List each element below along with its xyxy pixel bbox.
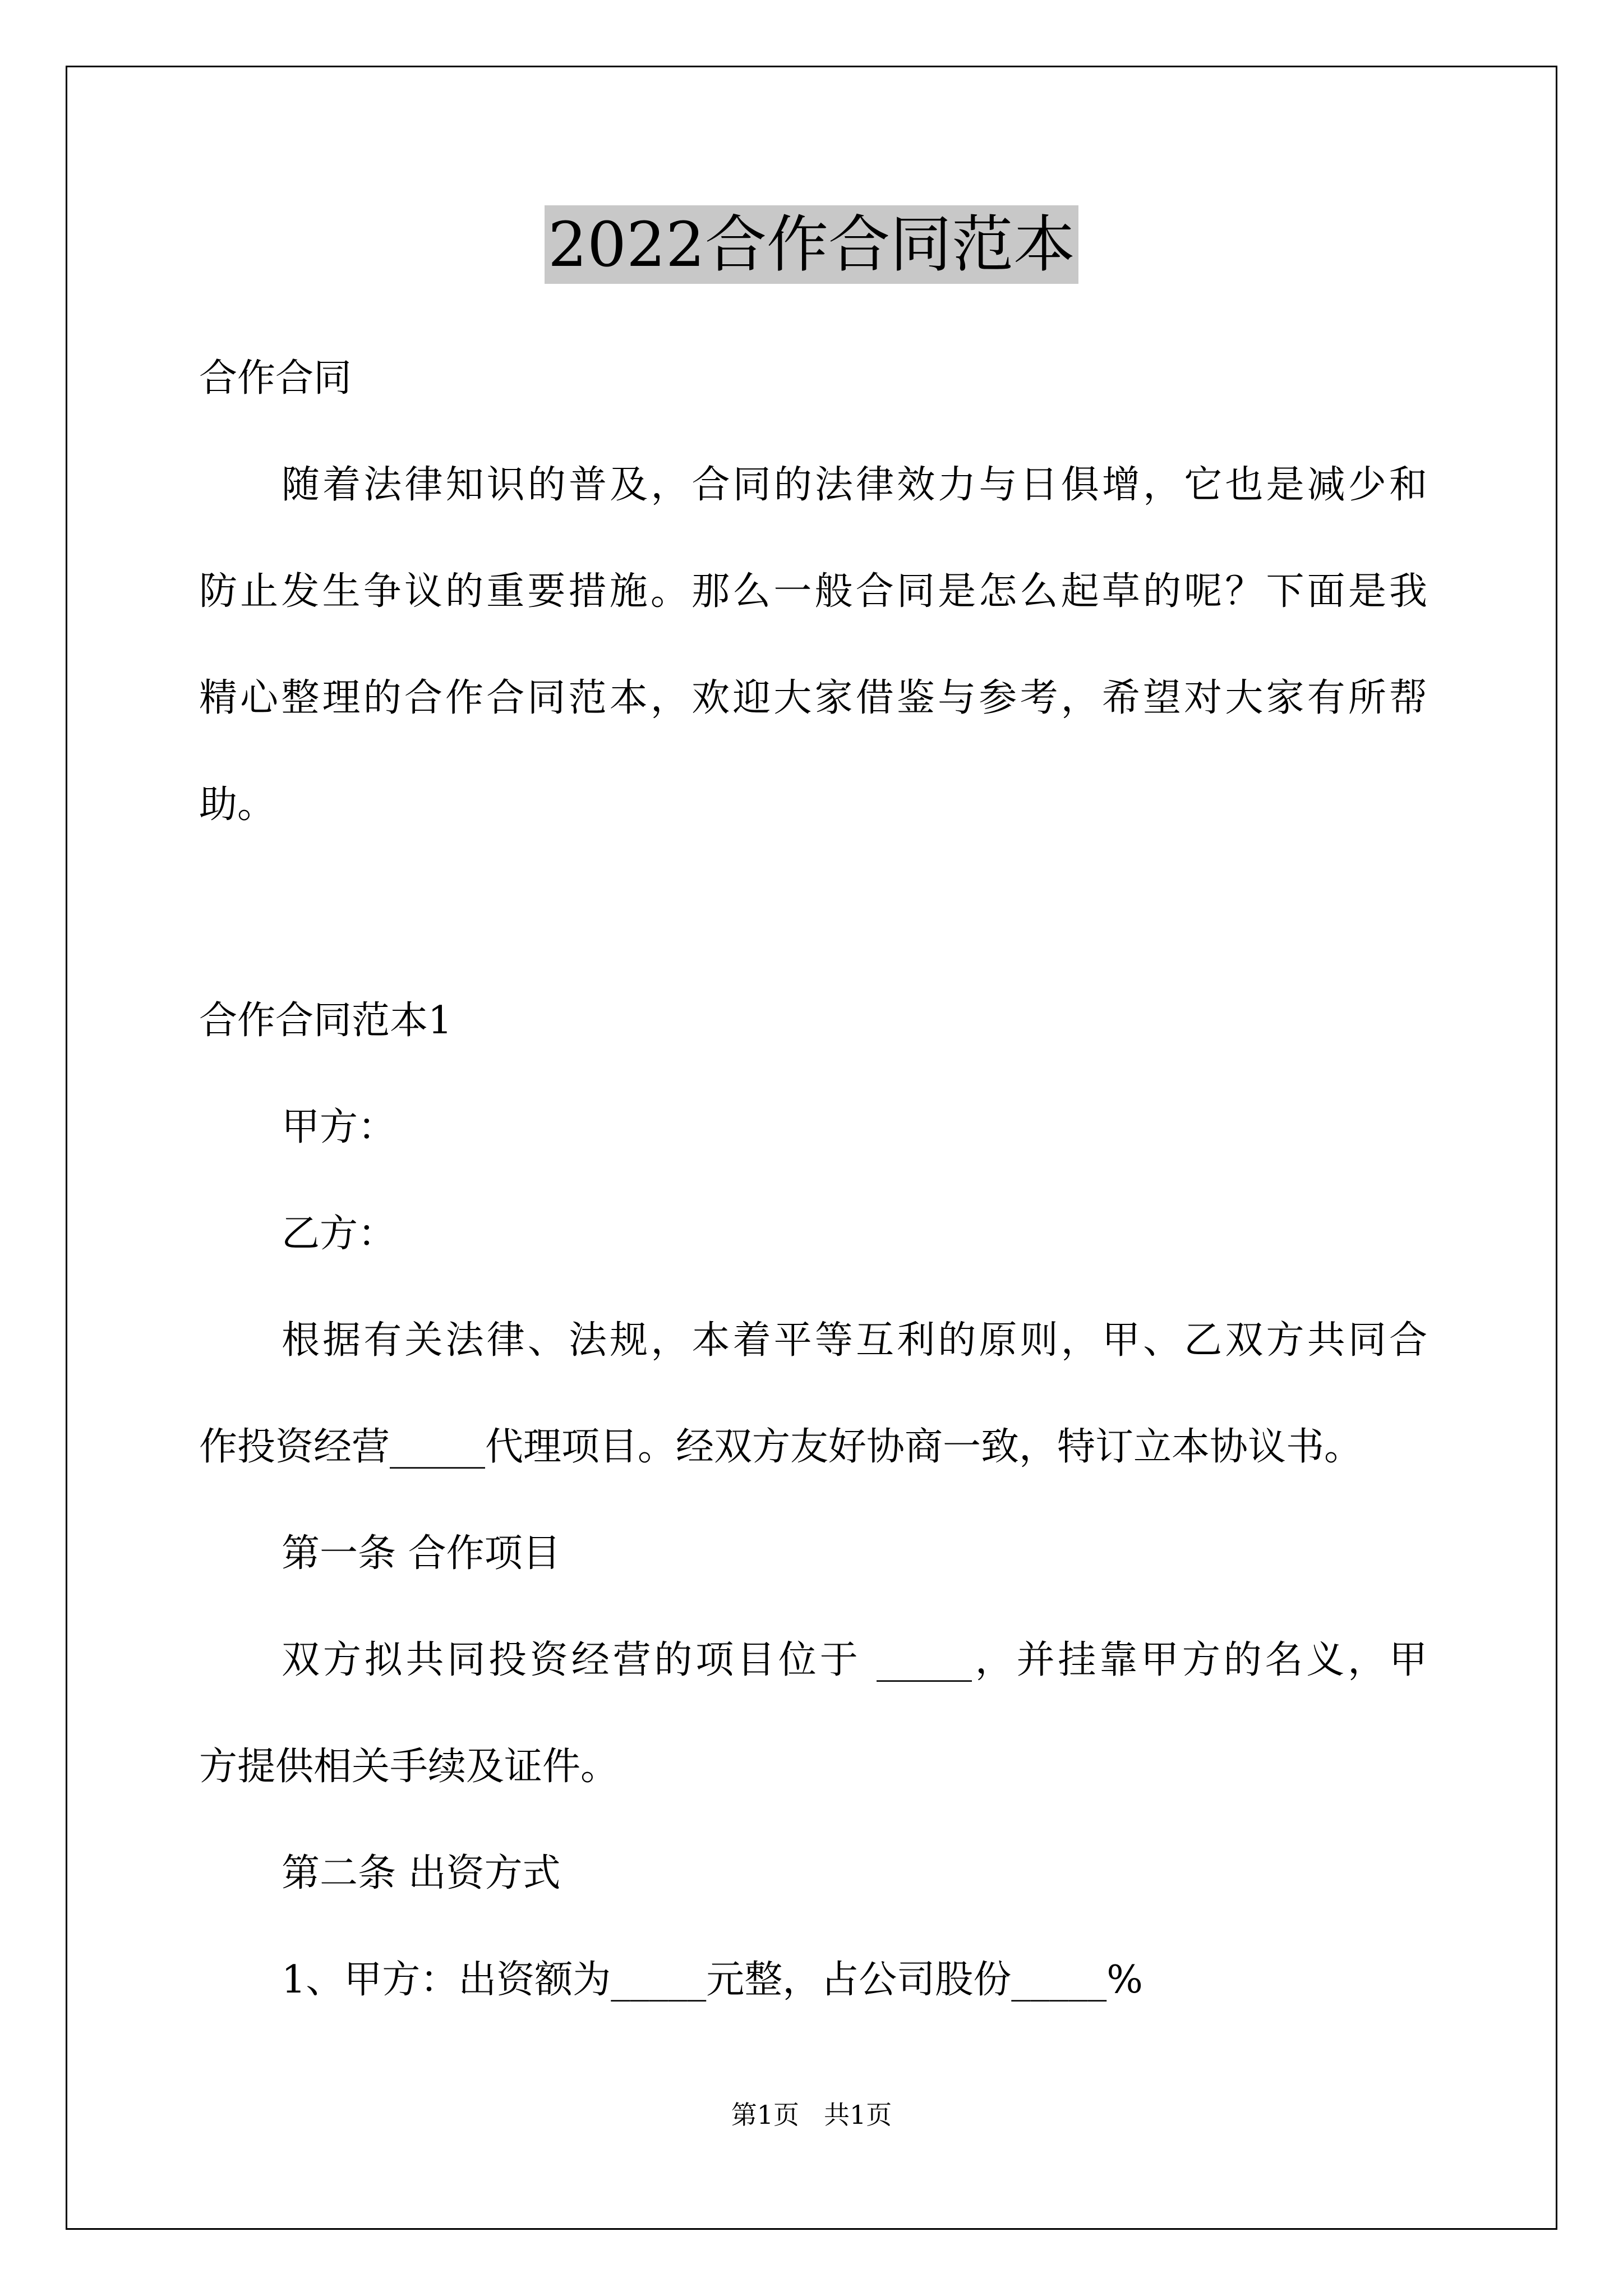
- paragraph-line: 精心整理的合作合同范本，欢迎大家借鉴与参考，希望对大家有所帮: [199, 676, 1427, 720]
- page-number: 第1页: [731, 2100, 799, 2130]
- paragraph-line: 防止发生争议的重要措施。那么一般合同是怎么起草的呢？下面是我: [199, 569, 1427, 614]
- paragraph-line: 根据有关法律、法规，本着平等互利的原则，甲、乙双方共同合: [282, 1318, 1427, 1363]
- page-footer: [0, 2098, 1623, 2132]
- article-title: 第二条 出资方式: [282, 1851, 561, 1895]
- party-b-label: 乙方：: [282, 1212, 396, 1256]
- section-heading: 合作合同: [199, 356, 352, 401]
- page-total: 共1页: [824, 2100, 892, 2130]
- section-heading: 合作合同范本1: [199, 999, 453, 1043]
- paragraph-line: 随着法律知识的普及，合同的法律效力与日俱增，它也是减少和: [282, 463, 1427, 507]
- document-title: 2022合作合同范本: [545, 205, 1078, 284]
- list-item: 1、甲方：出资额为_____元整，占公司股份_____%: [282, 1958, 1143, 2002]
- title-container: [0, 205, 1623, 284]
- article-title: 第一条 合作项目: [282, 1531, 561, 1576]
- paragraph-line: 方提供相关手续及证件。: [199, 1745, 619, 1789]
- paragraph-line: 双方拟共同投资经营的项目位于 _____，并挂靠甲方的名义，甲: [282, 1638, 1427, 1682]
- paragraph-line: 作投资经营_____代理项目。经双方友好协商一致，特订立本协议书。: [199, 1425, 1363, 1469]
- party-a-label: 甲方：: [282, 1105, 396, 1149]
- paragraph-line: 助。: [199, 783, 276, 827]
